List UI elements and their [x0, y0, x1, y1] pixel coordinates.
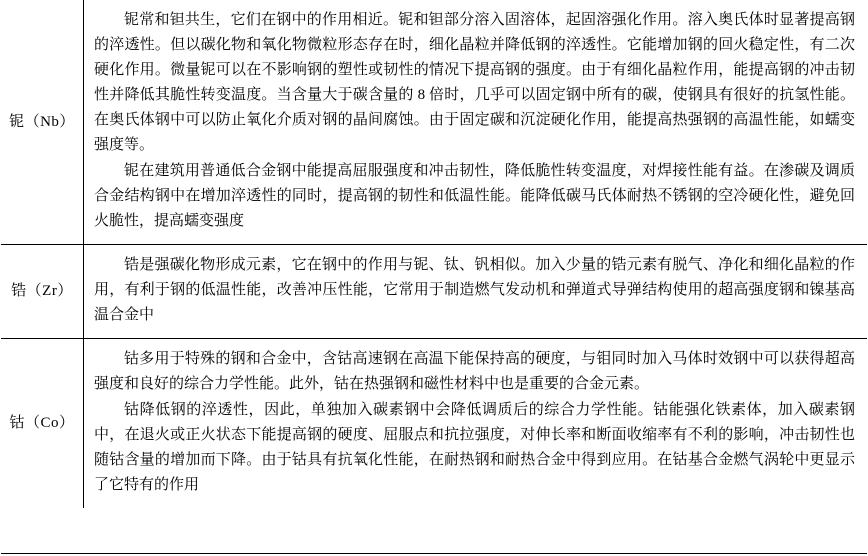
table-row	[1, 339, 867, 509]
row-label-zirconium: 锆（Zr）	[1, 245, 84, 339]
paragraph: 钴多用于特殊的钢和合金中，含钴高速钢在高温下能保持高的硬度，与钼同时加入马体时效钢中可以获得超高强度和良好的综合力学性能。此外，钴在热强钢和磁性材料中也是重要的合金元素。	[94, 351, 855, 392]
row-content-zirconium	[84, 245, 868, 339]
row-label-cobalt: 钴（Co）	[1, 339, 84, 509]
row-content-cobalt	[84, 339, 868, 509]
row-content-niobium	[84, 0, 868, 245]
table-row	[1, 0, 867, 245]
row-label-niobium: 铌（Nb）	[1, 0, 84, 245]
paragraph: 铌在建筑用普通低合金钢中能提高屈服强度和冲击韧性，降低脆性转变温度，对焊接性能有益。在渗碳及调质合金结构钢中在增加淬透性的同时，提高钢的韧性和低温性能。能降低碳马氏体耐热不锈钢的空冷硬化性，避免回火脆性，提高蠕变强度	[94, 163, 855, 229]
alloy-elements-table	[1, 0, 867, 508]
table-bottom-border	[1, 553, 867, 554]
paragraph: 铌常和钽共生，它们在钢中的作用相近。铌和钽部分溶入固溶体，起固溶强化作用。溶入奥氏体时显著提高钢的淬透性。但以碳化物和氧化物微粒形态存在时，细化晶粒并降低钢的淬透性。它能增加钢的回火稳定性，有二次硬化作用。微量铌可以在不影响钢的塑性或韧性的情况下提高钢的强度。由于有细化晶粒作用，能提高钢的冲击韧性并降低其脆性转变温度。当含量大于碳含量的 8 倍时，几乎可以固定钢中所有的碳，使钢具有很好的抗氢性能。在奥氏体钢中可以防止氧化介质对钢的晶间腐蚀。由于固定碳和沉淀硬化作用，能提高热强钢的高温性能，如蠕变强度等。	[94, 12, 855, 153]
paragraph: 锆是强碳化物形成元素，它在钢中的作用与铌、钛、钒相似。加入少量的锆元素有脱气、净化和细化晶粒的作用，有利于钢的低温性能，改善冲压性能，它常用于制造燃气发动机和弹道式导弹结构使用的超高强度钢和镍基高温合金中	[94, 257, 855, 323]
table-row	[1, 245, 867, 339]
paragraph: 钴降低钢的淬透性，因此，单独加入碳素钢中会降低调质后的综合力学性能。钴能强化铁素体，加入碳素钢中，在退火或正火状态下能提高钢的硬度、屈服点和抗拉强度，对伸长率和断面收缩率有不利的影响，冲击韧性也随钴含量的增加而下降。由于钴具有抗氧化性能，在耐热钢和耐热合金中得到应用。在钴基合金燃气涡轮中更显示了它特有的作用	[94, 402, 855, 493]
